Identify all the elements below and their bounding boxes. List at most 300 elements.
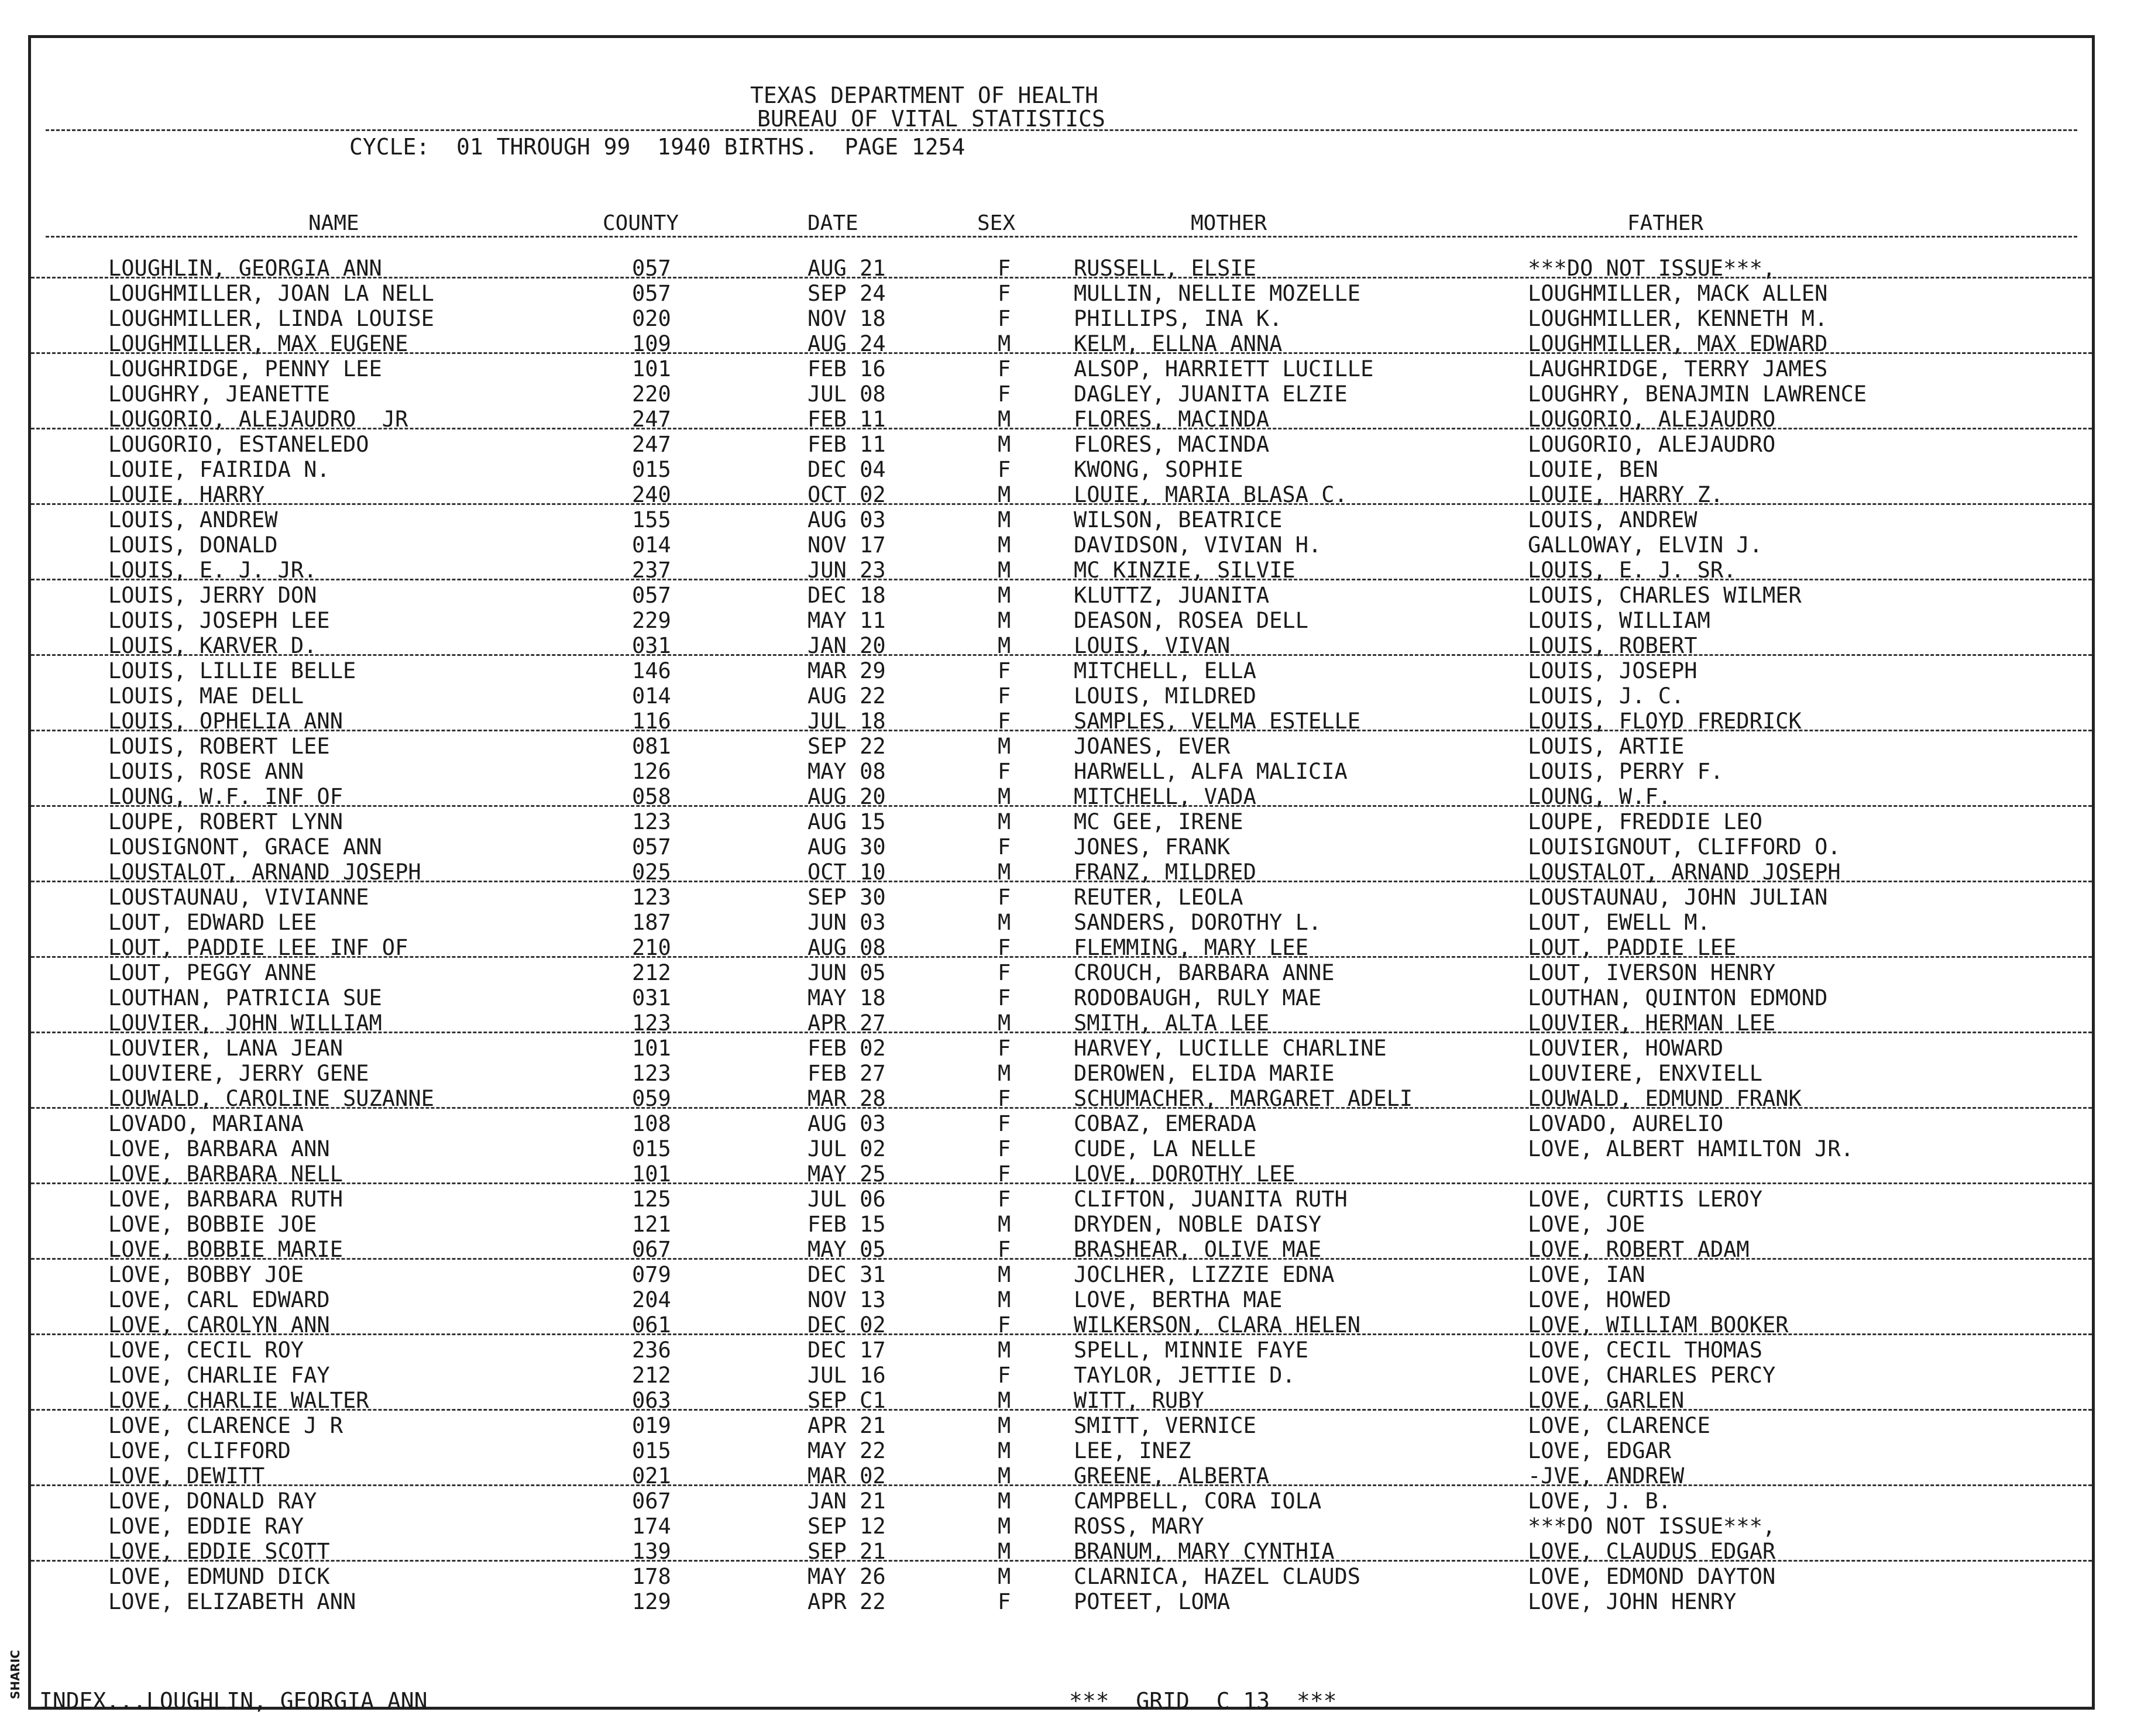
record-father: LOUVIER, HOWARD (1528, 1036, 1724, 1061)
record-father: LOUIS, ROBERT (1528, 633, 1697, 658)
record-name: LOUGHMILLER, MAX EUGENE (108, 331, 408, 356)
column-header-name: NAME (308, 211, 359, 235)
record-sex: F (998, 885, 1011, 910)
record-name: LOVE, EDMUND DICK (108, 1564, 330, 1589)
record-father: LOUIS, ANDREW (1528, 507, 1697, 532)
record-name: LOUVIERE, JERRY GENE (108, 1061, 369, 1086)
record-father: LOUT, IVERSON HENRY (1528, 960, 1776, 985)
record-mother: BRASHEAR, OLIVE MAE (1074, 1237, 1322, 1262)
record-sex: F (998, 1136, 1011, 1161)
record-county: 079 (632, 1262, 671, 1287)
record-sex: M (998, 1514, 1011, 1539)
record-mother: RODOBAUGH, RULY MAE (1074, 985, 1322, 1010)
record-date: FEB 11 (807, 432, 886, 457)
record-mother: JOANES, EVER (1074, 734, 1231, 759)
record-name: LOVE, CAROLYN ANN (108, 1312, 330, 1338)
record-sex: M (998, 558, 1011, 583)
record-name: LOUGORIO, ESTANELEDO (108, 432, 369, 457)
record-date: FEB 16 (807, 356, 886, 381)
record-county: 031 (632, 985, 671, 1010)
record-sex: F (998, 281, 1011, 306)
record-father: GALLOWAY, ELVIN J. (1528, 532, 1762, 558)
record-name: LOUIS, JOSEPH LEE (108, 608, 330, 633)
record-father: LOUIS, WILLIAM (1528, 608, 1710, 633)
record-county: 129 (632, 1589, 671, 1614)
record-name: LOVE, CLARENCE J R (108, 1413, 343, 1438)
record-county: 101 (632, 1036, 671, 1061)
record-date: OCT 02 (807, 482, 886, 507)
record-mother: SCHUMACHER, MARGARET ADELI (1074, 1086, 1413, 1111)
record-name: LOUGHLIN, GEORGIA ANN (108, 256, 382, 281)
record-row (31, 1033, 2092, 1061)
record-date: DEC 04 (807, 457, 886, 482)
record-date: JUL 06 (807, 1187, 886, 1212)
record-father: LOVE, ALBERT HAMILTON JR. (1528, 1136, 1854, 1161)
record-date: AUG 30 (807, 834, 886, 860)
record-sex: M (998, 910, 1011, 935)
record-date: AUG 20 (807, 784, 886, 809)
record-father: LOUWALD, EDMUND FRANK (1528, 1086, 1802, 1111)
record-mother: DAGLEY, JUANITA ELZIE (1074, 381, 1348, 407)
record-county: 204 (632, 1287, 671, 1312)
record-date: JUL 16 (807, 1363, 886, 1388)
record-name: LOVADO, MARIANA (108, 1111, 304, 1136)
record-sex: M (998, 1287, 1011, 1312)
record-county: 126 (632, 759, 671, 784)
record-mother: DAVIDSON, VIVIAN H. (1074, 532, 1322, 558)
record-name: LOVE, CARL EDWARD (108, 1287, 330, 1312)
record-sex: F (998, 1589, 1011, 1614)
record-date: MAY 25 (807, 1161, 886, 1187)
record-county: 057 (632, 583, 671, 608)
record-mother: LOUIS, MILDRED (1074, 683, 1256, 709)
record-sex: F (998, 457, 1011, 482)
record-county: 057 (632, 256, 671, 281)
record-county: 229 (632, 608, 671, 633)
record-mother: CAMPBELL, CORA IOLA (1074, 1489, 1322, 1514)
record-date: AUG 03 (807, 1111, 886, 1136)
record-sex: M (998, 1061, 1011, 1086)
record-date: JAN 20 (807, 633, 886, 658)
record-mother: HARVEY, LUCILLE CHARLINE (1074, 1036, 1387, 1061)
record-name: LOUGORIO, ALEJAUDRO JR (108, 407, 408, 432)
record-row (31, 1209, 2092, 1235)
record-county: 031 (632, 633, 671, 658)
record-name: LOUGHMILLER, JOAN LA NELL (108, 281, 434, 306)
record-county: 178 (632, 1564, 671, 1589)
record-county: 014 (632, 532, 671, 558)
record-father: LOUIS, CHARLES WILMER (1528, 583, 1802, 608)
record-father: LOUIS, FLOYD FREDRICK (1528, 709, 1802, 734)
record-father: LOUIS, ARTIE (1528, 734, 1685, 759)
record-county: 155 (632, 507, 671, 532)
record-row (31, 1386, 2092, 1411)
record-county: 247 (632, 432, 671, 457)
record-county: 015 (632, 457, 671, 482)
record-mother: SPELL, MINNIE FAYE (1074, 1338, 1308, 1363)
record-name: LOVE, CHARLIE WALTER (108, 1388, 369, 1413)
record-row (31, 1109, 2092, 1134)
record-sex: M (998, 583, 1011, 608)
record-sex: F (998, 381, 1011, 407)
record-mother: FRANZ, MILDRED (1074, 860, 1256, 885)
record-sex: M (998, 1388, 1011, 1413)
record-date: AUG 15 (807, 809, 886, 834)
record-row (31, 379, 2092, 407)
record-date: MAR 02 (807, 1463, 886, 1489)
record-father: LOUISIGNOUT, CLIFFORD O. (1528, 834, 1841, 860)
record-name: LOUT, EDWARD LEE (108, 910, 317, 935)
record-sex: M (998, 532, 1011, 558)
record-row (31, 530, 2092, 558)
record-county: 139 (632, 1539, 671, 1564)
record-father: LOUGHMILLER, MAX EDWARD (1528, 331, 1828, 356)
record-name: LOVE, ELIZABETH ANN (108, 1589, 356, 1614)
record-father: LOUT, PADDIE LEE (1528, 935, 1737, 960)
record-father: LOUIS, J. C. (1528, 683, 1685, 709)
record-mother: MC GEE, IRENE (1074, 809, 1243, 834)
record-row (31, 681, 2092, 709)
record-row (31, 1008, 2092, 1036)
record-mother: JOCLHER, LIZZIE EDNA (1074, 1262, 1335, 1287)
record-name: LOVE, DEWITT (108, 1463, 265, 1489)
record-date: MAY 18 (807, 985, 886, 1010)
record-mother: CUDE, LA NELLE (1074, 1136, 1256, 1161)
record-county: 057 (632, 834, 671, 860)
record-sex: M (998, 507, 1011, 532)
record-father: LOUIS, E. J. SR. (1528, 558, 1737, 583)
record-county: 237 (632, 558, 671, 583)
record-row (31, 1184, 2092, 1212)
record-date: SEP C1 (807, 1388, 886, 1413)
record-date: NOV 18 (807, 306, 886, 331)
record-father: LOUT, EWELL M. (1528, 910, 1710, 935)
record-name: LOUT, PEGGY ANNE (108, 960, 317, 985)
record-sex: M (998, 407, 1011, 432)
record-county: 174 (632, 1514, 671, 1539)
record-mother: CLARNICA, HAZEL CLAUDS (1074, 1564, 1361, 1589)
record-row (31, 958, 2092, 983)
record-sex: F (998, 658, 1011, 683)
record-mother: MITCHELL, VADA (1074, 784, 1256, 809)
record-date: DEC 18 (807, 583, 886, 608)
record-county: 125 (632, 1187, 671, 1212)
record-mother: LOUIS, VIVAN (1074, 633, 1231, 658)
record-mother: MC KINZIE, SILVIE (1074, 558, 1295, 583)
record-name: LOUGHRIDGE, PENNY LEE (108, 356, 382, 381)
record-date: FEB 15 (807, 1212, 886, 1237)
record-name: LOUIS, DONALD (108, 532, 278, 558)
record-name: LOVE, BOBBIE JOE (108, 1212, 317, 1237)
record-county: 212 (632, 960, 671, 985)
record-name: LOUVIER, LANA JEAN (108, 1036, 343, 1061)
record-row (31, 354, 2092, 379)
record-father: LOUPE, FREDDIE LEO (1528, 809, 1762, 834)
record-row (31, 1310, 2092, 1338)
record-county: 247 (632, 407, 671, 432)
record-county: 240 (632, 482, 671, 507)
column-header-rule (46, 236, 2077, 238)
record-mother: JONES, FRANK (1074, 834, 1231, 860)
record-date: MAY 22 (807, 1438, 886, 1463)
record-name: LOUIE, FAIRIDA N. (108, 457, 330, 482)
bureau-title: BUREAU OF VITAL STATISTICS (757, 106, 1105, 132)
record-sex: F (998, 306, 1011, 331)
record-father: LOVE, GARLEN (1528, 1388, 1685, 1413)
record-father: LOUGORIO, ALEJAUDRO (1528, 407, 1776, 432)
record-sex: F (998, 1086, 1011, 1111)
record-mother: PHILLIPS, INA K. (1074, 306, 1283, 331)
record-county: 123 (632, 885, 671, 910)
record-county: 108 (632, 1111, 671, 1136)
record-date: JUN 03 (807, 910, 886, 935)
record-county: 123 (632, 1061, 671, 1086)
record-father: LOUGORIO, ALEJAUDRO (1528, 432, 1776, 457)
record-mother: KELM, ELLNA ANNA (1074, 331, 1283, 356)
record-mother: CLIFTON, JUANITA RUTH (1074, 1187, 1348, 1212)
record-county: 123 (632, 1010, 671, 1036)
record-date: DEC 17 (807, 1338, 886, 1363)
record-mother: COBAZ, EMERADA (1074, 1111, 1256, 1136)
record-date: NOV 13 (807, 1287, 886, 1312)
record-sex: F (998, 256, 1011, 281)
record-father: LOUIS, JOSEPH (1528, 658, 1697, 683)
record-sex: M (998, 633, 1011, 658)
record-row (31, 1335, 2092, 1363)
record-mother: BRANUM, MARY CYNTHIA (1074, 1539, 1335, 1564)
record-sex: M (998, 1463, 1011, 1489)
record-county: 121 (632, 1212, 671, 1237)
record-name: LOVE, EDDIE RAY (108, 1514, 304, 1539)
record-mother: DEROWEN, ELIDA MARIE (1074, 1061, 1335, 1086)
record-mother: POTEET, LOMA (1074, 1589, 1231, 1614)
record-county: 057 (632, 281, 671, 306)
column-header-father: FATHER (1627, 211, 1704, 235)
record-father: LOVE, JOHN HENRY (1528, 1589, 1737, 1614)
record-row (31, 505, 2092, 530)
record-row (31, 1159, 2092, 1187)
record-row (31, 1536, 2092, 1562)
record-mother: TAYLOR, JETTIE D. (1074, 1363, 1295, 1388)
record-sex: F (998, 960, 1011, 985)
record-date: SEP 30 (807, 885, 886, 910)
record-sex: M (998, 1212, 1011, 1237)
record-row (31, 631, 2092, 656)
record-sex: F (998, 935, 1011, 960)
record-date: SEP 24 (807, 281, 886, 306)
record-sex: M (998, 1564, 1011, 1589)
record-sex: M (998, 1539, 1011, 1564)
record-father: ***DO NOT ISSUE***, (1528, 1514, 1776, 1539)
record-date: AUG 08 (807, 935, 886, 960)
record-father: -JVE, ANDREW (1528, 1463, 1685, 1489)
record-county: 061 (632, 1312, 671, 1338)
record-mother: LEE, INEZ (1074, 1438, 1191, 1463)
record-mother: HARWELL, ALFA MALICIA (1074, 759, 1348, 784)
record-sex: M (998, 608, 1011, 633)
column-header-date: DATE (807, 211, 858, 235)
record-date: OCT 10 (807, 860, 886, 885)
record-name: LOUGHRY, JEANETTE (108, 381, 330, 407)
record-sex: F (998, 1312, 1011, 1338)
record-sex: M (998, 1262, 1011, 1287)
record-name: LOVE, BARBARA ANN (108, 1136, 330, 1161)
record-father: LOVE, EDGAR (1528, 1438, 1672, 1463)
record-county: 015 (632, 1438, 671, 1463)
record-date: AUG 03 (807, 507, 886, 532)
record-county: 210 (632, 935, 671, 960)
record-sex: M (998, 1413, 1011, 1438)
record-father: LOVE, HOWED (1528, 1287, 1672, 1312)
record-name: LOUIS, ROBERT LEE (108, 734, 330, 759)
record-name: LOVE, BARBARA RUTH (108, 1187, 343, 1212)
record-row (31, 1436, 2092, 1461)
record-name: LOUVIER, JOHN WILLIAM (108, 1010, 382, 1036)
record-county: 025 (632, 860, 671, 885)
record-date: MAY 11 (807, 608, 886, 633)
record-father: LOVE, CURTIS LEROY (1528, 1187, 1762, 1212)
record-row (31, 279, 2092, 304)
record-date: JUL 18 (807, 709, 886, 734)
record-mother: DEASON, ROSEA DELL (1074, 608, 1308, 633)
record-mother: LOUIE, MARIA BLASA C. (1074, 482, 1348, 507)
side-margin-mark (2, 1649, 23, 1700)
header-rule (46, 129, 2077, 131)
record-county: 063 (632, 1388, 671, 1413)
record-father: LOUSTAUNAU, JOHN JULIAN (1528, 885, 1828, 910)
record-date: MAR 28 (807, 1086, 886, 1111)
department-title: TEXAS DEPARTMENT OF HEALTH (750, 82, 1098, 108)
record-county: 236 (632, 1338, 671, 1363)
record-mother: MULLIN, NELLIE MOZELLE (1074, 281, 1361, 306)
column-header-county: COUNTY (603, 211, 679, 235)
record-name: LOUWALD, CAROLINE SUZANNE (108, 1086, 434, 1111)
record-mother: FLEMMING, MARY LEE (1074, 935, 1308, 960)
record-row (31, 1134, 2092, 1159)
record-sex: M (998, 1489, 1011, 1514)
record-sex: F (998, 1036, 1011, 1061)
record-date: APR 22 (807, 1589, 886, 1614)
record-father: LOUGHRY, BENAJMIN LAWRENCE (1528, 381, 1867, 407)
record-date: DEC 02 (807, 1312, 886, 1338)
record-county: 019 (632, 1413, 671, 1438)
record-father: LOVADO, AURELIO (1528, 1111, 1724, 1136)
record-mother: WILKERSON, CLARA HELEN (1074, 1312, 1361, 1338)
record-county: 220 (632, 381, 671, 407)
record-sex: M (998, 860, 1011, 885)
record-name: LOUIS, JERRY DON (108, 583, 317, 608)
record-row (31, 882, 2092, 910)
record-row (31, 1235, 2092, 1260)
record-name: LOUIS, KARVER D. (108, 633, 317, 658)
record-county: 146 (632, 658, 671, 683)
record-sex: F (998, 985, 1011, 1010)
record-sex: M (998, 784, 1011, 809)
record-father: LOUTHAN, QUINTON EDMOND (1528, 985, 1828, 1010)
record-date: JUL 02 (807, 1136, 886, 1161)
record-date: NOV 17 (807, 532, 886, 558)
record-father: LOVE, ROBERT ADAM (1528, 1237, 1750, 1262)
record-row (31, 1411, 2092, 1436)
record-row (31, 832, 2092, 860)
record-date: MAY 05 (807, 1237, 886, 1262)
record-name: LOUPE, ROBERT LYNN (108, 809, 343, 834)
record-mother: MITCHELL, ELLA (1074, 658, 1256, 683)
grid-footer: *** GRID C 13 *** (1069, 1688, 1337, 1714)
record-row (31, 656, 2092, 681)
record-county: 021 (632, 1463, 671, 1489)
record-father: LAUGHRIDGE, TERRY JAMES (1528, 356, 1828, 381)
record-name: LOUIS, MAE DELL (108, 683, 304, 709)
record-sex: F (998, 1363, 1011, 1388)
record-father: LOUNG, W.F. (1528, 784, 1672, 809)
record-row (31, 555, 2092, 583)
record-row (31, 1285, 2092, 1310)
record-sex: M (998, 1010, 1011, 1036)
record-mother: CROUCH, BARBARA ANNE (1074, 960, 1335, 985)
record-mother: FLORES, MACINDA (1074, 407, 1270, 432)
record-father: LOVE, CHARLES PERCY (1528, 1363, 1776, 1388)
record-name: LOUIS, ANDREW (108, 507, 278, 532)
record-sex: F (998, 683, 1011, 709)
record-row (31, 1587, 2092, 1612)
column-header-sex: SEX (977, 211, 1016, 235)
record-county: 067 (632, 1237, 671, 1262)
record-sex: M (998, 331, 1011, 356)
record-county: 059 (632, 1086, 671, 1111)
index-footer: INDEX...LOUGHLIN, GEORGIA ANN (39, 1688, 428, 1714)
record-name: LOVE, BOBBY JOE (108, 1262, 304, 1287)
record-row (31, 933, 2092, 958)
record-date: JAN 21 (807, 1489, 886, 1514)
record-mother: REUTER, LEOLA (1074, 885, 1243, 910)
record-county: 067 (632, 1489, 671, 1514)
record-row (31, 857, 2092, 885)
record-name: LOUTHAN, PATRICIA SUE (108, 985, 382, 1010)
record-mother: ALSOP, HARRIETT LUCILLE (1074, 356, 1374, 381)
record-county: 109 (632, 331, 671, 356)
record-name: LOUSTAUNAU, VIVIANNE (108, 885, 369, 910)
record-county: 014 (632, 683, 671, 709)
record-row (31, 480, 2092, 505)
record-father: LOUGHMILLER, MACK ALLEN (1528, 281, 1828, 306)
record-father: LOVE, CLARENCE (1528, 1413, 1710, 1438)
record-date: JUN 23 (807, 558, 886, 583)
record-mother: RUSSELL, ELSIE (1074, 256, 1256, 281)
record-name: LOUT, PADDIE LEE INF OF (108, 935, 408, 960)
record-name: LOUSTALOT, ARNAND JOSEPH (108, 860, 421, 885)
record-father: LOUGHMILLER, KENNETH M. (1528, 306, 1828, 331)
record-mother: LOVE, BERTHA MAE (1074, 1287, 1283, 1312)
record-name: LOVE, DONALD RAY (108, 1489, 317, 1514)
record-sex: F (998, 1237, 1011, 1262)
record-sex: M (998, 1338, 1011, 1363)
record-name: LOVE, CHARLIE FAY (108, 1363, 330, 1388)
record-name: LOUGHMILLER, LINDA LOUISE (108, 306, 434, 331)
record-county: 015 (632, 1136, 671, 1161)
record-row (31, 580, 2092, 606)
record-sex: M (998, 482, 1011, 507)
record-sex: F (998, 759, 1011, 784)
record-county: 101 (632, 1161, 671, 1187)
record-row (31, 983, 2092, 1008)
record-father: LOUIS, PERRY F. (1528, 759, 1724, 784)
cycle-line: CYCLE: 01 THROUGH 99 1940 BIRTHS. PAGE 1254 (349, 134, 965, 160)
record-row (31, 706, 2092, 734)
record-sex: F (998, 1111, 1011, 1136)
record-name: LOUIS, ROSE ANN (108, 759, 304, 784)
record-date: JUL 08 (807, 381, 886, 407)
